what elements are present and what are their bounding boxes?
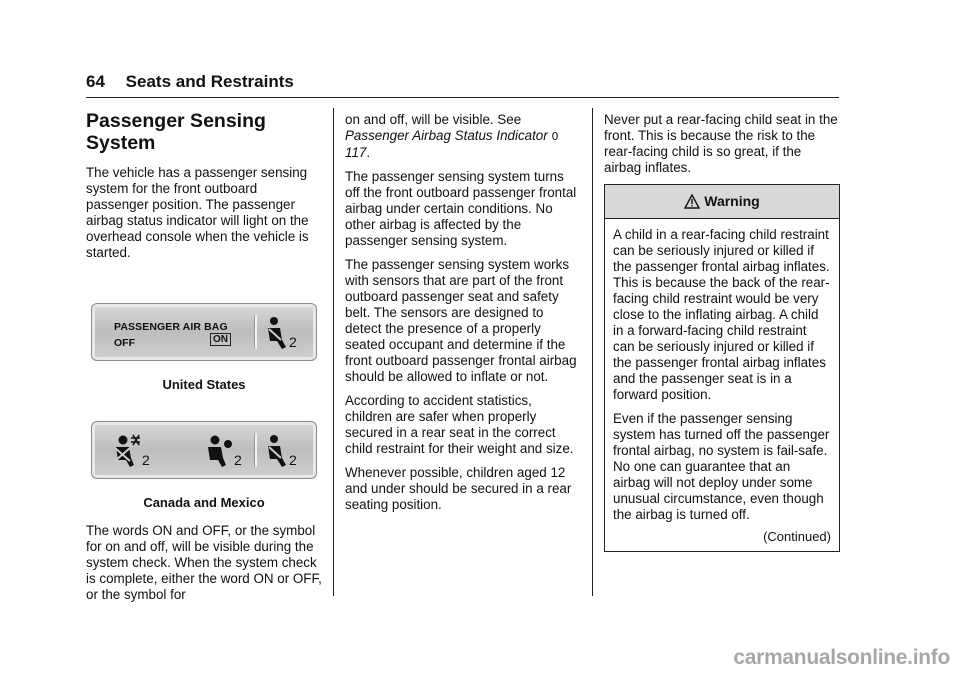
page-header xyxy=(86,72,294,92)
panel-divider xyxy=(254,433,257,467)
page-number: 64 xyxy=(86,72,105,91)
paragraph-sensors: The passenger sensing system works with sensors that are part of the front outboard passenger seat and safety belt. The sensors are designed to detect the presence of a properly seated occupant and determine if the front outboard passenger frontal airbag should be allowed to inflate or not. xyxy=(345,257,577,384)
passenger-airbag-label: PASSENGER AIR BAG xyxy=(114,321,228,333)
seatbelt-icon xyxy=(264,434,290,468)
column-3 xyxy=(604,112,840,552)
warning-paragraph-2: Even if the passenger sensing system has turned off the passenger frontal airbag, no system is fail-safe. No one can guarantee that an airbag will not deploy under some unusual circumstance, even though the airbag is turned off. xyxy=(613,411,830,522)
section-heading: Passenger Sensing System xyxy=(86,110,266,154)
on-label: ON xyxy=(210,333,231,346)
warning-body xyxy=(605,219,839,551)
seatbelt-airbag-icon xyxy=(264,316,290,350)
warning-paragraph-1: A child in a rear-facing child restraint can be seriously injured or killed if the passenger frontal airbag inflates. This is because the back of the rear-facing child restraint would be very close to the inflating airbag. A child in a forward-facing child restraint can be seriously injured or killed if the passenger frontal airbag inflates and the passenger seat is in a forward position. xyxy=(613,227,830,402)
column-2 xyxy=(345,112,577,521)
seat-position-number: 2 xyxy=(289,334,297,350)
airbag-on-icon xyxy=(204,434,234,468)
header-rule xyxy=(86,97,839,98)
us-indicator-panel xyxy=(91,303,317,361)
column-divider-right xyxy=(592,108,593,596)
column-divider-left xyxy=(333,108,334,596)
warning-title: Warning xyxy=(704,193,760,209)
us-caption: United States xyxy=(162,377,246,392)
column-1 xyxy=(86,110,322,611)
warning-header xyxy=(605,185,839,219)
period: . xyxy=(366,145,371,160)
seat-number-c: 2 xyxy=(289,452,297,468)
watermark: carmanualsonline.info xyxy=(733,646,950,669)
off-label: OFF xyxy=(114,337,135,349)
paragraph-statistics: According to accident statistics, children are safer when properly secured in a rear seat in the correct child restraint for their weight and size. xyxy=(345,393,574,456)
see-text: on and off, will be visible. See xyxy=(345,112,522,127)
closing-paragraph: The words ON and OFF, or the symbol for on and off, will be visible during the system check. When the system check is complete, either the word ON or OFF, or the symbol for xyxy=(86,523,322,602)
seat-number-b: 2 xyxy=(234,452,242,468)
airbag-off-icon xyxy=(112,434,142,468)
warning-triangle-icon xyxy=(684,194,700,209)
continued-label: (Continued) xyxy=(763,529,831,544)
paragraph-see-reference xyxy=(345,112,577,161)
warning-box xyxy=(604,184,840,552)
page-ref-number[interactable]: 117 xyxy=(345,145,367,160)
seat-number-a: 2 xyxy=(142,452,150,468)
paragraph-rear-facing: Never put a rear-facing child seat in the front. This is because the risk to the rear-facing child is so great, if the airbag inflates. xyxy=(604,112,838,175)
paragraph-turns-off: The passenger sensing system turns off the front outboard passenger frontal airbag under certain conditions. No other airbag is affected by the passenger sensing system. xyxy=(345,169,577,248)
canada-mexico-indicator-panel xyxy=(91,421,317,479)
page-ref-icon: 0 xyxy=(551,130,559,143)
panel-divider xyxy=(254,315,257,349)
paragraph-rear-seating: Whenever possible, children aged 12 and under should be secured in a rear seating position. xyxy=(345,465,572,512)
airbag-status-link[interactable]: Passenger Airbag Status Indicator xyxy=(345,128,548,143)
canada-mexico-caption: Canada and Mexico xyxy=(143,495,265,510)
section-title-header: Seats and Restraints xyxy=(125,72,294,91)
intro-paragraph: The vehicle has a passenger sensing system for the front outboard passenger position. The passenger airbag status indicator will light on the overhead console when the vehicle is started. xyxy=(86,165,309,260)
